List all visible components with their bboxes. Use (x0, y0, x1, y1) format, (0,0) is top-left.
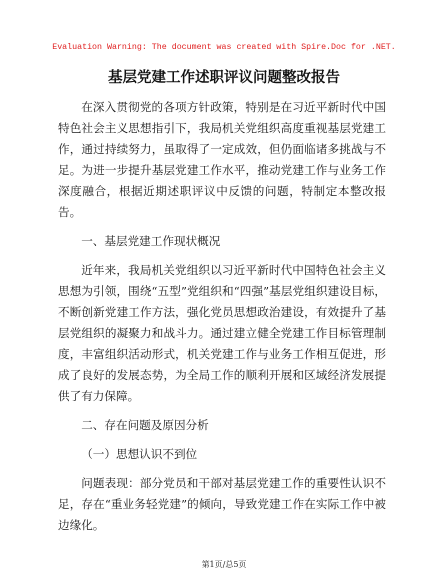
document-body (58, 97, 386, 536)
document-title: 基层党建工作述职评议问题整改报告 (108, 70, 340, 86)
section-2-subheading: （一）思想认识不到位 (81, 447, 198, 461)
evaluation-warning: Evaluation Warning: The document was created with Spire.Doc for .NET. (52, 43, 396, 52)
page-footer: 第1页/总5页 (201, 560, 247, 569)
intro-paragraph: 在深入贯彻党的各项方针政策，特别是在习近平新时代中国特色社会主义思想指引下，我局机关党组织高度重视基层党建工作，通过持续努力，虽取得了一定成效，但仍面临诸多挑战与不足。为进一步提升基层党建工作水平，推动党建工作与业务工作深度融合，根据近期述职评议中反馈的问题，特制定本整改报告。 (58, 100, 386, 219)
section-2-paragraph: 问题表现：部分党员和干部对基层党建工作的重要性认识不足，存在“重业务轻党建”的倾向，导致党建工作在实际工作中被边缘化。 (58, 476, 386, 532)
section-1-paragraph: 近年来，我局机关党组织以习近平新时代中国特色社会主义思想为引领，围绕“五型”党组织和“四强”基层党组织建设目标，不断创新党建工作方法，强化党员思想政治建设，有效提升了基层党组织的凝聚力和战斗力。通过建立健全党建工作目标管理制度，丰富组织活动形式，机关党建工作与业务工作相互促进，形成了良好的发展态势，为全局工作的顺利开展和区域经济发展提供了有力保障。 (58, 263, 386, 403)
section-1-heading: 一、基层党建工作现状概况 (81, 234, 221, 248)
section-2-heading: 二、存在问题及原因分析 (81, 418, 209, 432)
